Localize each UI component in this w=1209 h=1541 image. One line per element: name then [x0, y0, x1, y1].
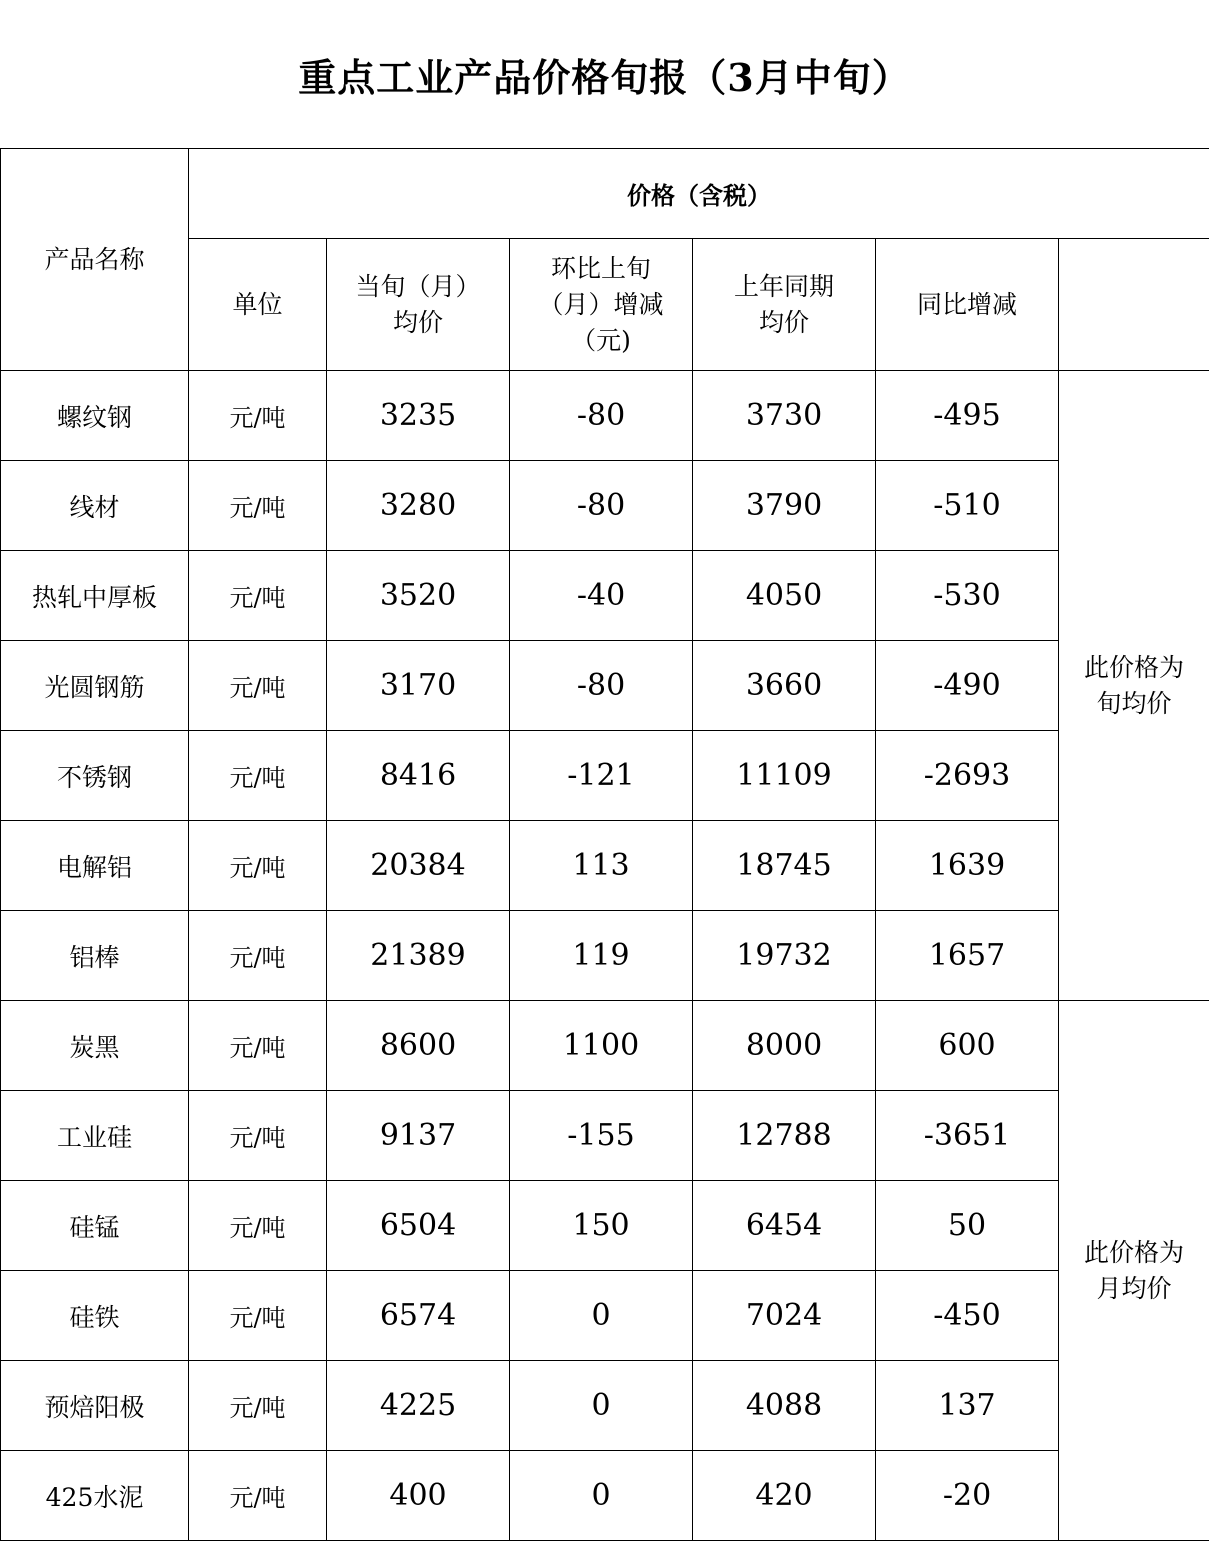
yoy-change-cell: -20: [876, 1451, 1059, 1541]
price-table: [0, 148, 1209, 1541]
table-row: [1, 461, 1209, 551]
yoy-change-cell: -450: [876, 1271, 1059, 1361]
yoy-change-cell: 50: [876, 1181, 1059, 1271]
current-avg-cell: 6504: [327, 1181, 510, 1271]
table-row: [1, 1361, 1209, 1451]
product-name: 炭黑: [1, 1001, 189, 1091]
table-row: [1, 1001, 1209, 1091]
change-prev-cell: -80: [510, 461, 693, 551]
unit-cell: 元/吨: [189, 731, 327, 821]
last-year-avg-cell: 18745: [693, 821, 876, 911]
header-last-year-avg: 上年同期 均价: [693, 239, 876, 371]
current-avg-cell: 3170: [327, 641, 510, 731]
change-prev-cell: 113: [510, 821, 693, 911]
change-prev-cell: 0: [510, 1451, 693, 1541]
unit-cell: 元/吨: [189, 1361, 327, 1451]
table-row: [1, 911, 1209, 1001]
unit-cell: 元/吨: [189, 1181, 327, 1271]
last-year-avg-cell: 8000: [693, 1001, 876, 1091]
unit-cell: 元/吨: [189, 1271, 327, 1361]
current-avg-cell: 8600: [327, 1001, 510, 1091]
yoy-change-cell: 1639: [876, 821, 1059, 911]
current-avg-cell: 3280: [327, 461, 510, 551]
header-unit: 单位: [189, 239, 327, 371]
yoy-change-cell: 1657: [876, 911, 1059, 1001]
product-name: 硅锰: [1, 1181, 189, 1271]
header-current-avg: 当旬（月） 均价: [327, 239, 510, 371]
yoy-change-cell: -490: [876, 641, 1059, 731]
change-prev-cell: 0: [510, 1271, 693, 1361]
header-note-empty: [1059, 239, 1209, 371]
header-change-prev: 环比上旬 （月）增减 （元): [510, 239, 693, 371]
change-prev-cell: -40: [510, 551, 693, 641]
header-price-group: 价格（含税）: [189, 149, 1209, 239]
change-prev-cell: -155: [510, 1091, 693, 1181]
last-year-avg-cell: 3730: [693, 371, 876, 461]
yoy-change-cell: -510: [876, 461, 1059, 551]
table-row: [1, 821, 1209, 911]
product-name: 硅铁: [1, 1271, 189, 1361]
table-row: [1, 371, 1209, 461]
current-avg-cell: 4225: [327, 1361, 510, 1451]
page-title: 重点工业产品价格旬报（3月中旬）: [298, 54, 911, 100]
last-year-avg-cell: 4050: [693, 551, 876, 641]
yoy-change-cell: -3651: [876, 1091, 1059, 1181]
current-avg-cell: 3235: [327, 371, 510, 461]
yoy-change-cell: 600: [876, 1001, 1059, 1091]
unit-cell: 元/吨: [189, 371, 327, 461]
change-prev-cell: -121: [510, 731, 693, 821]
table-row: [1, 1181, 1209, 1271]
header-yoy-change: 同比增减: [876, 239, 1059, 371]
change-prev-cell: 0: [510, 1361, 693, 1451]
yoy-change-cell: -2693: [876, 731, 1059, 821]
yoy-change-cell: -530: [876, 551, 1059, 641]
last-year-avg-cell: 7024: [693, 1271, 876, 1361]
unit-cell: 元/吨: [189, 551, 327, 641]
change-prev-cell: -80: [510, 371, 693, 461]
last-year-avg-cell: 6454: [693, 1181, 876, 1271]
current-avg-cell: 21389: [327, 911, 510, 1001]
last-year-avg-cell: 12788: [693, 1091, 876, 1181]
last-year-avg-cell: 4088: [693, 1361, 876, 1451]
product-name: 预焙阳极: [1, 1361, 189, 1451]
yoy-change-cell: 137: [876, 1361, 1059, 1451]
product-name: 热轧中厚板: [1, 551, 189, 641]
note-monthly-average: 此价格为 月均价: [1059, 1001, 1209, 1541]
change-prev-cell: 1100: [510, 1001, 693, 1091]
yoy-change-cell: -495: [876, 371, 1059, 461]
change-prev-cell: 150: [510, 1181, 693, 1271]
last-year-avg-cell: 19732: [693, 911, 876, 1001]
unit-cell: 元/吨: [189, 461, 327, 551]
table-row: [1, 731, 1209, 821]
unit-cell: 元/吨: [189, 641, 327, 731]
header-product-name: 产品名称: [1, 149, 189, 371]
current-avg-cell: 9137: [327, 1091, 510, 1181]
current-avg-cell: 8416: [327, 731, 510, 821]
product-name: 电解铝: [1, 821, 189, 911]
product-name: 425水泥: [1, 1451, 189, 1541]
product-name: 铝棒: [1, 911, 189, 1001]
note-ten-day-average: 此价格为 旬均价: [1059, 371, 1209, 1001]
table-row: [1, 1451, 1209, 1541]
unit-cell: 元/吨: [189, 821, 327, 911]
unit-cell: 元/吨: [189, 1451, 327, 1541]
product-name: 线材: [1, 461, 189, 551]
unit-cell: 元/吨: [189, 1001, 327, 1091]
current-avg-cell: 6574: [327, 1271, 510, 1361]
change-prev-cell: -80: [510, 641, 693, 731]
current-avg-cell: 400: [327, 1451, 510, 1541]
last-year-avg-cell: 11109: [693, 731, 876, 821]
unit-cell: 元/吨: [189, 911, 327, 1001]
last-year-avg-cell: 3660: [693, 641, 876, 731]
current-avg-cell: 20384: [327, 821, 510, 911]
product-name: 不锈钢: [1, 731, 189, 821]
unit-cell: 元/吨: [189, 1091, 327, 1181]
change-prev-cell: 119: [510, 911, 693, 1001]
last-year-avg-cell: 420: [693, 1451, 876, 1541]
table-row: [1, 1091, 1209, 1181]
product-name: 工业硅: [1, 1091, 189, 1181]
table-row: [1, 641, 1209, 731]
current-avg-cell: 3520: [327, 551, 510, 641]
last-year-avg-cell: 3790: [693, 461, 876, 551]
product-name: 螺纹钢: [1, 371, 189, 461]
table-row: [1, 1271, 1209, 1361]
product-name: 光圆钢筋: [1, 641, 189, 731]
table-row: [1, 551, 1209, 641]
